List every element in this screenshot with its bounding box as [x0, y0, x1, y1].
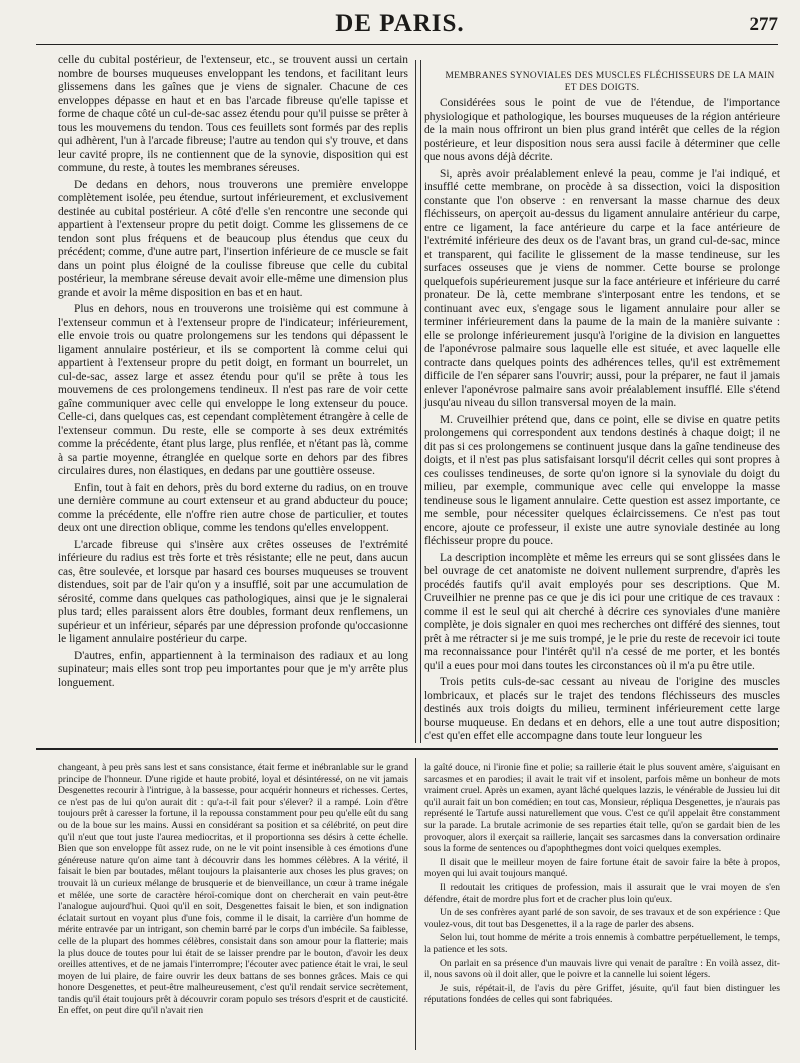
section-heading: MEMBRANES SYNOVIALES DES MUSCLES FLÉCHISSEURS DE LA MAIN ET DES DOIGTS. [445, 71, 775, 93]
feuilleton-column-right [424, 762, 780, 1008]
column-divider [415, 758, 416, 1050]
paragraph: De dedans en dehors, nous trouverons une première enveloppe complètement isolée, peu étendue, surtout inférieurement, et exclusivement destinée au cubital postérieur. A côté d'elle s'en rencontre une seconde qui appartient à l'extenseur propre du petit doigt. Comme les glissemens de ce tendon sont plus fréquens et de beaucoup plus étendus que ceux du précédent; comme, d'une autre part, l'insertion inférieure de ce muscle se fait dans un point plus éloigné de la coulisse fibreuse que celle du cubital postérieur, la membrane séreuse devait avoir elle-même une dimension plus grande et avoir la même disposition en bas et en haut. [58, 178, 408, 299]
paragraph: Trois petits culs-de-sac cessant au niveau de l'origine des muscles lombricaux, et placés sur le trajet des tendons fléchisseurs des muscles destinés aux trois doigts du milieu, terminent inférieurement cette large bourse muqueuse. En dedans et en dehors, elle a une tout autre disposition; c'est qu'en effet elle accompagne dans toute leur longueur les [424, 676, 780, 742]
paragraph: Plus en dehors, nous en trouverons une troisième qui est commune à l'extenseur commun et à l'extenseur propre de l'indicateur; inférieurement, elle envoie trois ou quatre prolongemens sur les tendons qui dépassent le ligament annulaire postérieur, et ils se comportent là comme celui qui appartient à l'extenseur propre du petit doigt, en formant un bourrelet, un cul-de-sac, assez large et assez étendu pour qu'il se prête à tous les mouvemens de ces prolongemens tendineux. Il n'est pas rare de voir cette gaîne communiquer avec celle qui enveloppe le long extenseur du pouce. Celle-ci, dans quelques cas, est cependant complètement étrangère à celle de l'extenseur commun. Du reste, elle se comporte à ses deux extrémités comme la précédente, étant plus large, plus renflée, et n'étant pas là, comme à sa partie moyenne, étranglée en quelque sorte en dehors par des fibres circulaires dures, non élastiques, en dedans par une gouttière osseuse. [58, 303, 408, 477]
paragraph: Selon lui, tout homme de mérite a trois ennemis à combattre perpétuellement, le temps, la patience et les sots. [424, 932, 780, 955]
paragraph: D'autres, enfin, appartiennent à la terminaison des radiaux et au long supinateur; mais elles sont trop peu importantes pour que je m'y arrête plus longuement. [58, 649, 408, 689]
column-divider [415, 60, 421, 743]
paragraph: la gaîté douce, ni l'ironie fine et polie; sa raillerie était le plus souvent amère, s'aiguisant en sarcasmes et en parodies; il avait le trait vif et insolent, parfois même un bonheur de mots vraiment cruel. Après un examen, ayant lâché quelques lazzis, le vénérable de Jussieu lui dit qu'il aurait fait un bon comédien; en tout cas, Monsieur, répliqua Desgenettes, je n'aurais pas représenté le Tartufe aussi naturellement que vous. C'est ce qu'il appelait être constamment sur la parade. La brutale acrimonie de ses reparties était telle, qu'on se gardait bien de les provoquer, alors il exerçait sa raillerie, lançait ses sarcasmes dans la conversation ordinaire sous la forme de sentences ou d'apophthegmes dont voici quelques exemples. [424, 762, 780, 855]
feuilleton-rule [36, 748, 778, 750]
page-number: 277 [749, 14, 778, 35]
paragraph: M. Cruveilhier prétend que, dans ce point, elle se divise en quatre petits prolongemens qui correspondent aux tendons destinés à chaque doigt; il ne dit pas si ces prolongemens se continuent jusque dans la gaîne tendineuse des doigts, et il n'est pas plus satisfaisant lorsqu'il décrit celles qui sont propres à ces coulisses tendineuses, de sorte qu'on ignore si la synoviale du doigt du milieu, par exemple, communique avec celle qui enveloppe la masse tendineuse sous le ligament annulaire. Cette question est assez importante, ce me semble, pour nécessiter quelques éclaircissemens. Ce n'est pas tout encore, ajoute ce professeur, il existe une autre synoviale destinée au long fléchisseur propre du pouce. [424, 413, 780, 547]
paragraph: On parlait en sa présence d'un mauvais livre qui venait de paraître : En voilà assez, dit-il, nous savons où il doit aller, que le poivre et la cannelle lui soient légers. [424, 957, 780, 981]
article-column-right [424, 70, 780, 747]
page-title: DE PARIS. [335, 10, 465, 37]
paragraph: Si, après avoir préalablement enlevé la peau, comme je l'ai indiqué, et insufflé cette membrane, on procède à sa dissection, voici la disposition constante que l'on observe : en renversant la masse charnue des deux fléchisseurs, on aperçoit au-dessus du ligament annulaire antérieur du carpe, entre ce ligament, la face antérieure du carpe et la face antérieure de l'extrémité inférieure des deux os de l'avant bras, un grand cul-de-sac, mince et transparent, qui facilite le glissement de la masse tendineuse, sur les surfaces osseuses que je viens de nommer. Cette bourse se prolonge quelquefois supérieurement jusque sur la face antérieure et inférieure du carré pronateur. De là, cette membrane s'interposant entre les tendons, et se continuant avec eux, s'engage sous le ligament annulaire pour aller se terminer inférieurement dans la paume de la main de la manière suivante : elle se prolonge inférieurement jusqu'à l'origine de la division en languettes de l'aponévrose palmaire sous laquelle elle est située, et avec laquelle elle contracte dans quelques points des adhérences telles, qu'il est extrêmement difficile de l'en séparer sans l'ouvrir; aussi, pour la préparer, ne faut il jamais enlever l'aponévrose palmaire sans avoir préalablement insufflé. Elle s'étend jusqu'au niveau du sillon transversal moyen de la main. [424, 167, 780, 409]
paragraph: Je suis, répétait-il, de l'avis du père Griffet, jésuite, qu'il faut bien distinguer les réputations fondées de celles qui sont fabriquées. [424, 982, 780, 1006]
paragraph: celle du cubital postérieur, de l'extenseur, etc., se trouvent aussi un certain nombre de bourses muqueuses enveloppant les tendons, et facilitant leurs glissemens dans les gaînes que je viens de signaler. Chacune de ces enveloppes dépasse en haut et en bas l'arcade fibreuse qu'elle tapisse et forme de chaque côté un cul-de-sac assez étendu pour qu'il puisse se prêter à tous les mouvemens du tendon. Tous ces feuillets sont formés par des replis qui adhèrent, l'un à l'arcade fibreuse; l'autre au tendon qui s'y trouve, et dans leur cavité propre, ils ne contiennent que de la synovie, disposition qui est commune, du reste, à toutes les membranes séreuses. [58, 54, 408, 174]
paragraph: Enfin, tout à fait en dehors, près du bord externe du radius, on en trouve une dernière commune au court extenseur et au grand abducteur du pouce; comme la précédente, elle n'offre rien autre chose de particulier, et toutes deux ont une direction oblique, comme les tendons qu'elles enveloppent. [58, 481, 408, 534]
paragraph: La description incomplète et même les erreurs qui se sont glissées dans le bel ouvrage de cet anatomiste ne doivent nullement surprendre, d'après les procédés fautifs qu'il avait employés pour ses descriptions. Que M. Cruveilhier ne prenne pas ce que je dis ici pour une critique de ces travaux : comme il est le seul qui ait cherché à décrire ces synoviales d'une manière complète, je dois signaler en quoi mes recherches ont différé des siennes, tout prêt à me rétracter si je me suis trompé, je le prie du reste de recevoir ici toute ma reconnaissance pour l'intérêt qu'il n'a cessé de me porter, et les bontés qu'il a eues pour moi dans toutes les circonstances où il m'a pu être utile. [424, 551, 780, 672]
header-rule [36, 44, 778, 45]
article-column-left [58, 54, 408, 693]
paragraph: Il disait que le meilleur moyen de faire fortune était de savoir faire la bête à propos, moyen qui lui avait toujours manqué. [424, 856, 780, 880]
paragraph: Considérées sous le point de vue de l'étendue, de l'importance physiologique et pathologique, les bourses muqueuses de la région antérieure de la main nous offriront un bien plus grand intérêt que celles de la région postérieure, et leur disposition nous sera aussi facile à déterminer que celle que nous avons déjà décrite. [424, 97, 780, 163]
feuilleton-column-left [58, 762, 408, 1019]
paragraph: L'arcade fibreuse qui s'insère aux crêtes osseuses de l'extrémité inférieure du radius est très forte et très résistante; elle ne peut, dans aucun cas, être soulevée, et lorsque par hasard ces bourses muqueuses se trouvent distendues, soit par de l'air qu'on y a insufflé, soit par une accumulation de sérosité, comme dans quelques cas pathologiques, ainsi que je le signalerai plus tard; elles paraissent alors être doubles, formant deux renflemens, un supérieur et un inférieur, séparés par une dépression profonde qu'occasionne le ligament annulaire postérieur du carpe. [58, 538, 408, 645]
paragraph: Il redoutait les critiques de profession, mais il assurait que le vrai moyen de s'en défendre, était de mordre plus fort et de cracher plus loin qu'eux. [424, 881, 780, 905]
paragraph: changeant, à peu près sans lest et sans consistance, était ferme et inébranlable sur le grand principe de l'honneur. D'une rigide et haute probité, loyal et désintéressé, on ne vit jamais Desgenettes recourir à l'intrigue, à la bassesse, pour acquérir honneurs et richesses. Certes, ce n'est pas de lui qu'on aurait dit : qu'a-t-il fait pour s'élever? il a rampé. Loin d'être toujours prêt à caresser la fortune, il la repoussa constamment pour peu qu'elle eût du sang ou de la boue sur les mains. Aussi en considérant sa position et sa célébrité, on peut dire qu'il n'eut que tout juste l'aurea mediocritas, et il proportionna ses désirs à cette échelle. Bien que son enveloppe fût assez rude, on ne le vit point insensible à ces émotions d'une généreuse nature qu'on aime tant à découvrir dans les hommes célèbres. A la vérité, il faisait le bien par boutades, mêlant toujours la plaisanterie aux choses les plus graves; on trouvait là un curieux mélange de brusquerie et de bienveillance, un cœur à trame inégale et mêlée, une sorte de caractère héroï-comique dont on chercherait en vain peut-être l'analogue aujourd'hui. Quoi qu'il en soit, Desgenettes faisait le bien, et son indignation éclatait surtout en voyant plus d'une fois, comme il le disait, la carrière d'un homme de mérite entravée par un intrigant, son chemin barré par le corps d'un imbécile. Sa faiblesse, celle de la plupart des hommes célèbres, consistait dans son amour pour la flatterie; mais la plus douce de toutes pour lui était de se laisser prendre par le bouton, d'avoir les deux oreilles attentives, et de ne jamais l'interrompre; l'écouter avec patience était le vrai, le seul moyen de lui plaire, de faire ouvrir les deux battans de ses bonnes grâces. Mais ce qui honore Desgenettes, et peut-être malheureusement, c'est qu'il rendait service secrètement, tandis qu'il était toujours prêt à découvrir coram populo ses trésors d'esprit et de causticité. En effet, on peut dire qu'il n'avait rien [58, 762, 408, 1017]
running-head [0, 10, 800, 40]
paragraph: Un de ses confrères ayant parlé de son savoir, de ses travaux et de son expérience : Que voulez-vous, dit tout bas Desgenettes, il a la rage de parler des absens. [424, 907, 780, 930]
